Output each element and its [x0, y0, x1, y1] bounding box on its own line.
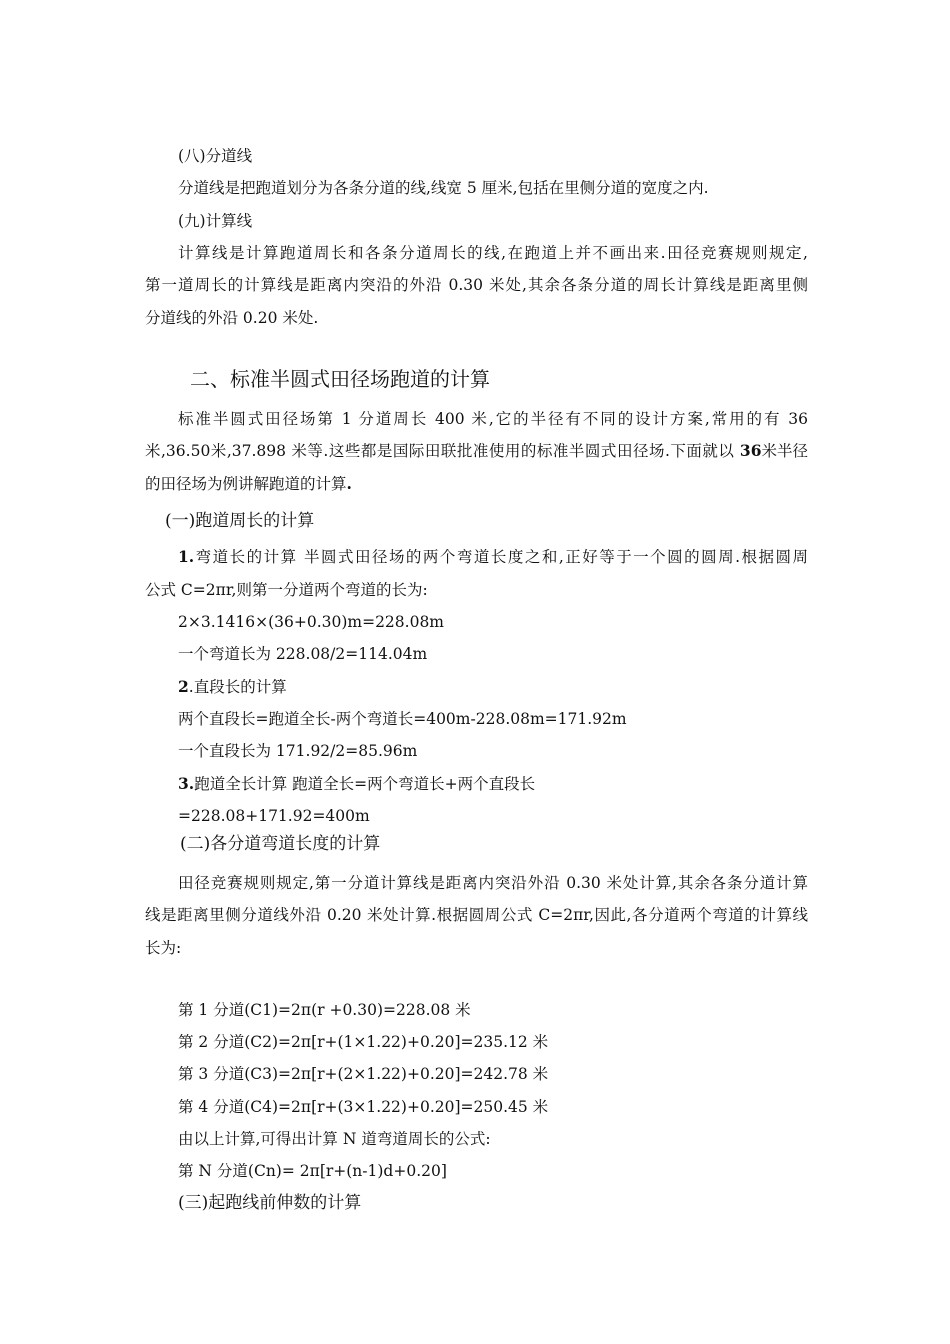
part-3-title: (三)起跑线前伸数的计算	[178, 1193, 362, 1213]
part-2-general-formula: 第 N 分道(Cn)= 2π[r+(n-1)d+0.20]	[178, 1162, 447, 1180]
chapter-2-heading: 二、标准半圆式田径场跑道的计算	[190, 367, 490, 391]
section-9-line-1: 计算线是计算跑道周长和各条分道周长的线,在跑道上并不画出来.田径竞赛规则规定,	[178, 244, 808, 262]
part-1-bend-line-2: 公式 C=2πr,则第一分道两个弯道的长为:	[145, 581, 428, 599]
section-9-line-3: 分道线的外沿 0.20 米处.	[145, 309, 319, 327]
part-1-straight-single: 一个直段长为 171.92/2=85.96m	[178, 742, 418, 760]
part-1-title: (一)跑道周长的计算	[165, 511, 315, 531]
chapter-2-intro-line-2: 米,36.50米,37.898 米等.这些都是国际田联批准使用的标准半圆式田径场.下面就以	[145, 442, 734, 460]
part-1-total-number: 3.	[178, 774, 195, 793]
chapter-2-intro-radius-unit: 米半径	[761, 442, 808, 460]
part-1-bend-line-1	[178, 547, 808, 567]
part-1-total-text: 跑道全长计算 跑道全长=两个弯道长+两个直段长	[194, 775, 536, 793]
part-1-straight-text: .直段长的计算	[188, 678, 287, 696]
part-2-conclusion: 由以上计算,可得出计算 N 道弯道周长的公式:	[178, 1130, 491, 1148]
part-1-bend-text: 弯道长的计算 半圆式田径场的两个弯道长度之和,正好等于一个圆的圆周.根据圆周	[194, 548, 808, 566]
section-8-title: (八)分道线	[178, 147, 253, 165]
part-1-bend-number: 1.	[178, 547, 195, 566]
part-1-straight-formula: 两个直段长=跑道全长-两个弯道长=400m-228.08m=171.92m	[178, 710, 627, 728]
part-1-total-title	[178, 774, 535, 794]
chapter-2-intro-tail: 的田径场为例讲解跑道的计算	[145, 475, 347, 493]
part-2-lane-3: 第 3 分道(C3)=2π[r+(2×1.22)+0.20]=242.78 米	[178, 1065, 549, 1083]
part-2-intro-line-2: 线是距离里侧分道线外沿 0.20 米处计算.根据圆周公式 C=2πr,因此,各分道两个弯道的计算线	[145, 906, 808, 924]
part-2-lane-4: 第 4 分道(C4)=2π[r+(3×1.22)+0.20]=250.45 米	[178, 1098, 549, 1116]
section-9-line-2: 第一道周长的计算线是距离内突沿的外沿 0.30 米处,其余各条分道的周长计算线是距离里侧	[145, 276, 808, 294]
part-2-lane-2: 第 2 分道(C2)=2π[r+(1×1.22)+0.20]=235.12 米	[178, 1033, 549, 1051]
part-2-intro-line-1: 田径竞赛规则规定,第一分道计算线是距离内突沿外沿 0.30 米处计算,其余各条分道计算	[178, 874, 808, 892]
part-1-total-formula: =228.08+171.92=400m	[178, 807, 370, 825]
part-1-straight-title	[178, 677, 287, 697]
part-1-bend-single: 一个弯道长为 228.08/2=114.04m	[178, 645, 428, 663]
section-9-title: (九)计算线	[178, 212, 253, 230]
part-2-title: (二)各分道弯道长度的计算	[180, 834, 381, 854]
chapter-2-intro-line-3	[145, 474, 352, 494]
chapter-2-intro-radius	[736, 441, 808, 461]
section-8-text: 分道线是把跑道划分为各条分道的线,线宽 5 厘米,包括在里侧分道的宽度之内.	[178, 179, 709, 197]
chapter-2-intro-period: .	[346, 474, 352, 493]
part-1-bend-formula: 2×3.1416×(36+0.30)m=228.08m	[178, 613, 445, 631]
chapter-2-intro-radius-number: 36	[739, 441, 762, 460]
part-2-lane-1: 第 1 分道(C1)=2π(r +0.30)=228.08 米	[178, 1001, 471, 1019]
chapter-2-intro-line-1: 标准半圆式田径场第 1 分道周长 400 米,它的半径有不同的设计方案,常用的有 36	[178, 410, 808, 428]
part-2-intro-line-3: 长为:	[145, 939, 182, 957]
part-1-straight-number: 2	[178, 677, 189, 696]
